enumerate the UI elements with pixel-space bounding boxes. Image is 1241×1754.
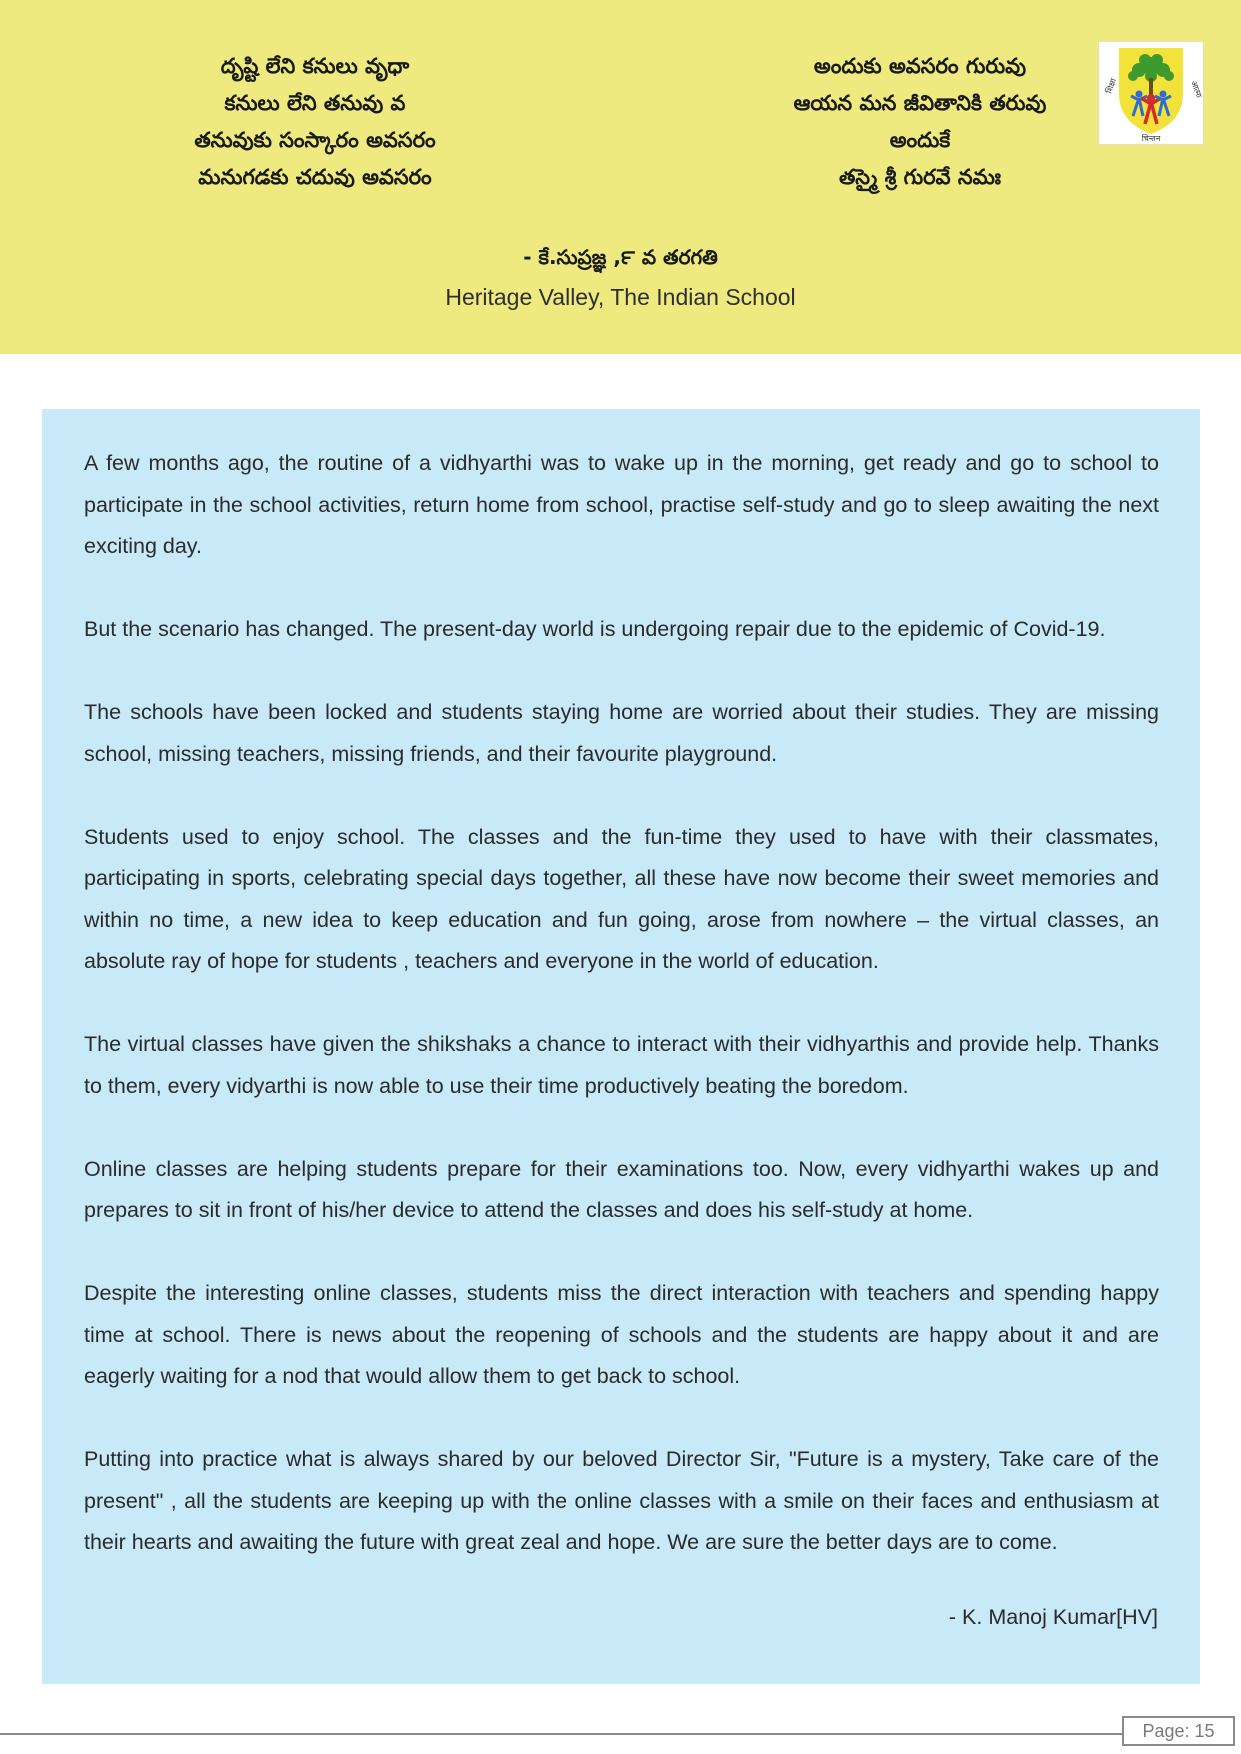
poem-line: దృష్టి లేని కనులు వృధా [220,54,410,78]
logo-text-left: शिक्षा [1104,77,1119,95]
page-number: Page: 15 [1122,1716,1235,1746]
logo-text-right: आत्मा [1189,79,1203,99]
school-tree-logo-icon [1099,42,1203,144]
article-paragraph: But the scenario has changed. The present-day world is undergoing repair due to the epidemic of Covid-19. [84,617,1106,641]
poem-right-column [700,48,1140,196]
poem-line: అందుకు అవసరం గురువు [813,54,1027,78]
article-paragraph: Students used to enjoy school. The classes and the fun-time they used to have with their classmates, participating in sports, celebrating special days together, all these have now become their sweet memories and within no time, a new idea to keep education and fun going, arose from nowhere – the virtual classes, an absolute ray of hope for students , teachers and everyone in the world of education. [84,824,1159,973]
poem-line: అందుకే [889,128,951,152]
poem-line: కనులు లేని తనువు వ [224,91,406,115]
poem-author-credit: - కే.సుప్రజ్ఞ ,౯ వ తరగతి [523,245,718,269]
poem-line: మనుగడకు చదువు అవసరం [198,165,432,189]
footer-divider [0,1733,1122,1735]
poem-section [0,0,1241,354]
article-signature: - K. Manoj Kumar[HV] [948,1605,1158,1629]
poem-line: ఆయన మన జీవితానికి తరువు [793,91,1047,115]
article-paragraph: The schools have been locked and students staying home are worried about their studies. They are missing school, missing teachers, missing friends, and their favourite playground. [84,700,1159,766]
article-paragraph: The virtual classes have given the shikshaks a chance to interact with their vidhyarthis and provide help. Thanks to them, every vidyarthi is now able to use their time productively beating the boredom. [84,1032,1159,1098]
article-body [84,443,1159,1605]
article-box [42,409,1200,1684]
poem-school-credit: Heritage Valley, The Indian School [445,284,796,310]
article-paragraph: Online classes are helping students prepare for their examinations too. Now, every vidhyarthi wakes up and prepares to sit in front of his/her device to attend the classes and does his self-study at home. [84,1156,1159,1222]
article-paragraph: Despite the interesting online classes, students miss the direct interaction with teachers and spending happy time at school. There is news about the reopening of schools and the students are happy about it and are eagerly waiting for a nod that would allow them to get back to school. [84,1281,1159,1388]
poem-left-column [95,48,535,196]
poem-line: తస్మై శ్రీ గురవే నమః [838,165,1002,189]
poem-line: తనువుకు సంస్కారం అవసరం [194,128,436,152]
logo-text-bottom: चिन्तन [1141,134,1161,143]
article-paragraph: A few months ago, the routine of a vidhyarthi was to wake up in the morning, get ready and go to school to participate in the school activities, return home from school, practise self-study and go to sleep awaiting the next exciting day. [84,451,1159,558]
school-logo [1098,41,1204,145]
article-paragraph: Putting into practice what is always shared by our beloved Director Sir, "Future is a mystery, Take care of the present" , all the students are keeping up with the online classes with a smile on their faces and enthusiasm at their hearts and awaiting the future with great zeal and hope. We are sure the better days are to come. [84,1447,1159,1554]
